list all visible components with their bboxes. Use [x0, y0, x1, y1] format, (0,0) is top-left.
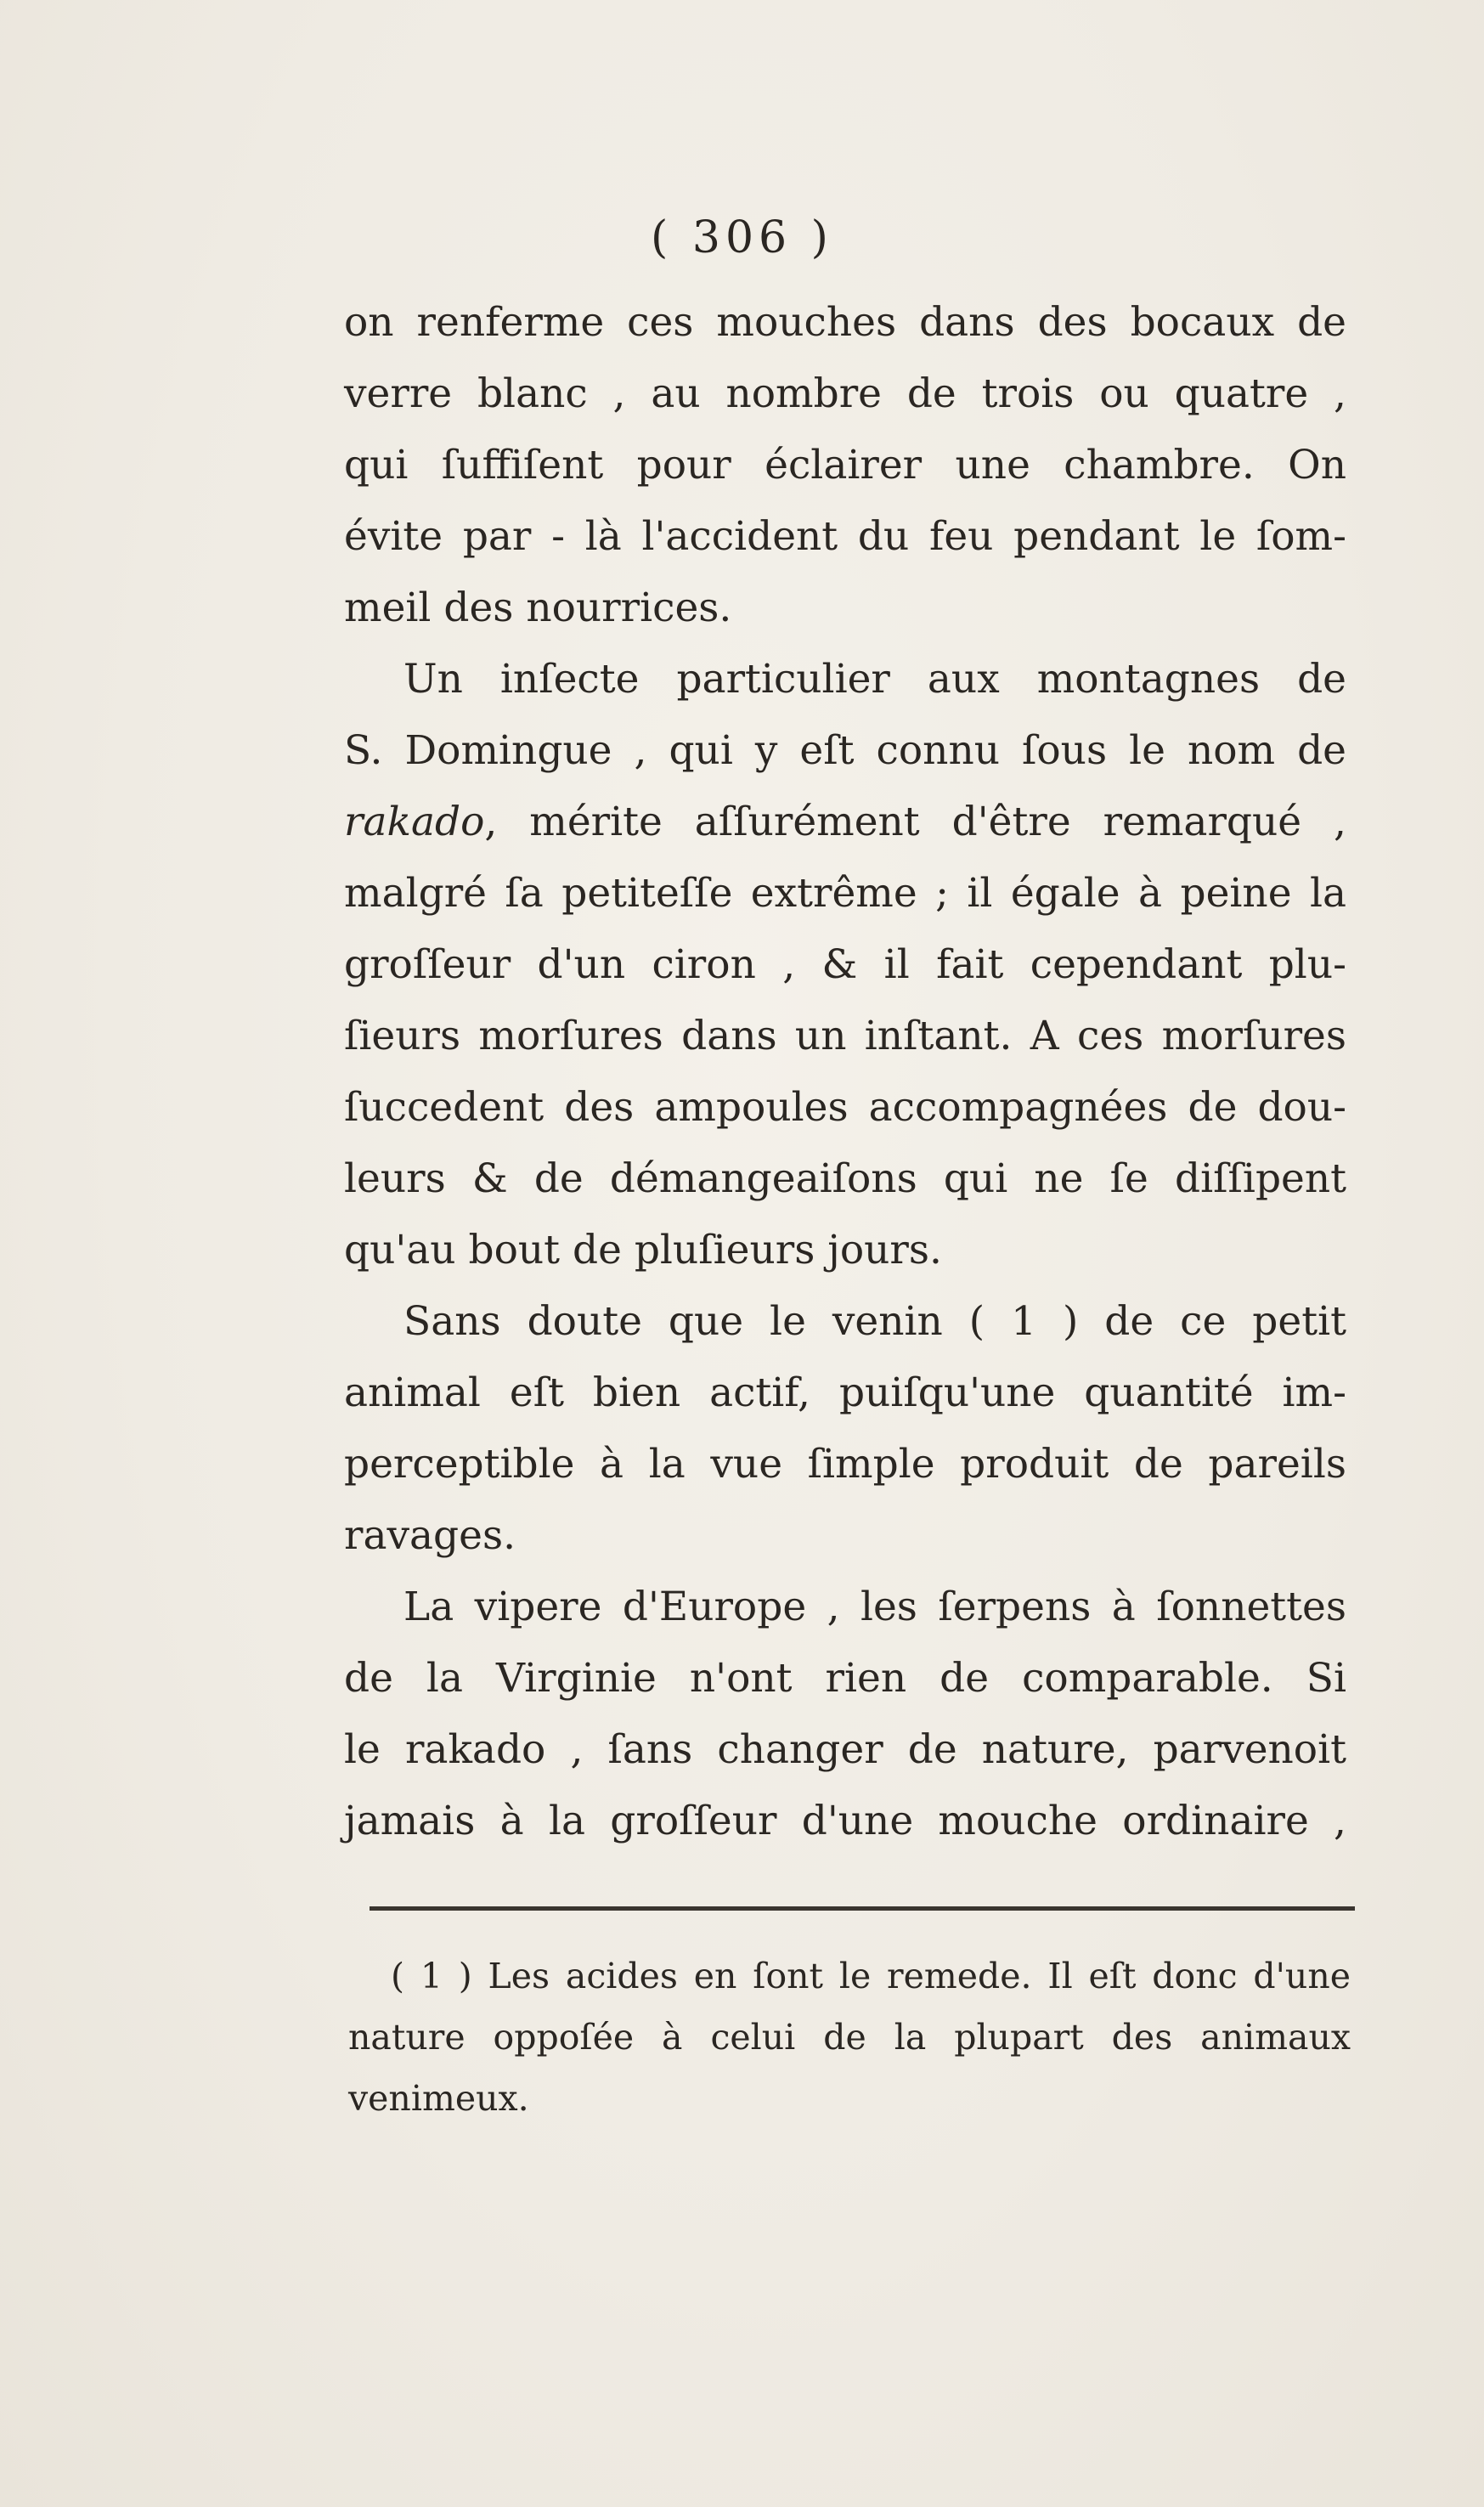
italic-term: rakado [344, 799, 485, 845]
text-line: jamais à la groſſeur d'une mouche ordinaire , [344, 1798, 1346, 1844]
text-line: verre blanc , au nombre de trois ou quatre , [344, 370, 1346, 417]
footnote-line: venimeux. [348, 2078, 529, 2119]
footnote-divider [370, 1906, 1355, 1911]
text-line: animal eſt bien actif, puiſqu'une quantité im- [344, 1369, 1346, 1416]
text-line: qui ſuffiſent pour éclairer une chambre. On [344, 442, 1346, 488]
text-line: La vipere d'Europe , les ſerpens à ſonnettes [403, 1584, 1346, 1630]
text-line: qu'au bout de pluſieurs jours. [344, 1227, 942, 1273]
text-line: leurs & de démangeaiſons qui ne ſe diſſipent [344, 1155, 1346, 1202]
text-line: S. Domingue , qui y eſt connu ſous le nom de [344, 727, 1346, 774]
text-line: malgré ſa petiteſſe extrême ; il égale à peine la [344, 870, 1346, 917]
text-line: le rakado , ſans changer de nature, parvenoit [344, 1726, 1346, 1773]
text-line: de la Virginie n'ont rien de comparable. Si [344, 1655, 1346, 1702]
text-line: on renferme ces mouches dans des bocaux de [344, 299, 1346, 346]
footnote-line: nature oppoſée à celui de la plupart des animaux [348, 2017, 1351, 2058]
footnote-line: ( 1 ) Les acides en ſont le remede. Il eſt donc d'une [391, 1956, 1351, 1996]
text-line: ravages. [344, 1512, 516, 1559]
page-number-header: ( 306 ) [651, 212, 833, 263]
text-line-rakado [344, 797, 1346, 848]
text-line: ſieurs morſures dans un inſtant. A ces morſures [344, 1013, 1346, 1059]
text-line: ſuccedent des ampoules accompagnées de dou- [344, 1084, 1346, 1131]
text-line-rest: , mérite aſſurément d'être remarqué , [484, 799, 1346, 845]
text-line: Un inſecte particulier aux montagnes de [403, 656, 1346, 703]
text-line: meil des nourrices. [344, 584, 732, 631]
text-line: groſſeur d'un ciron , & il fait cependant plu- [344, 941, 1346, 988]
text-line: Sans doute que le venin ( 1 ) de ce petit [403, 1298, 1346, 1345]
text-line: évite par - là l'accident du feu pendant le ſom- [344, 513, 1346, 560]
text-line: perceptible à la vue ſimple produit de pareils [344, 1441, 1346, 1488]
